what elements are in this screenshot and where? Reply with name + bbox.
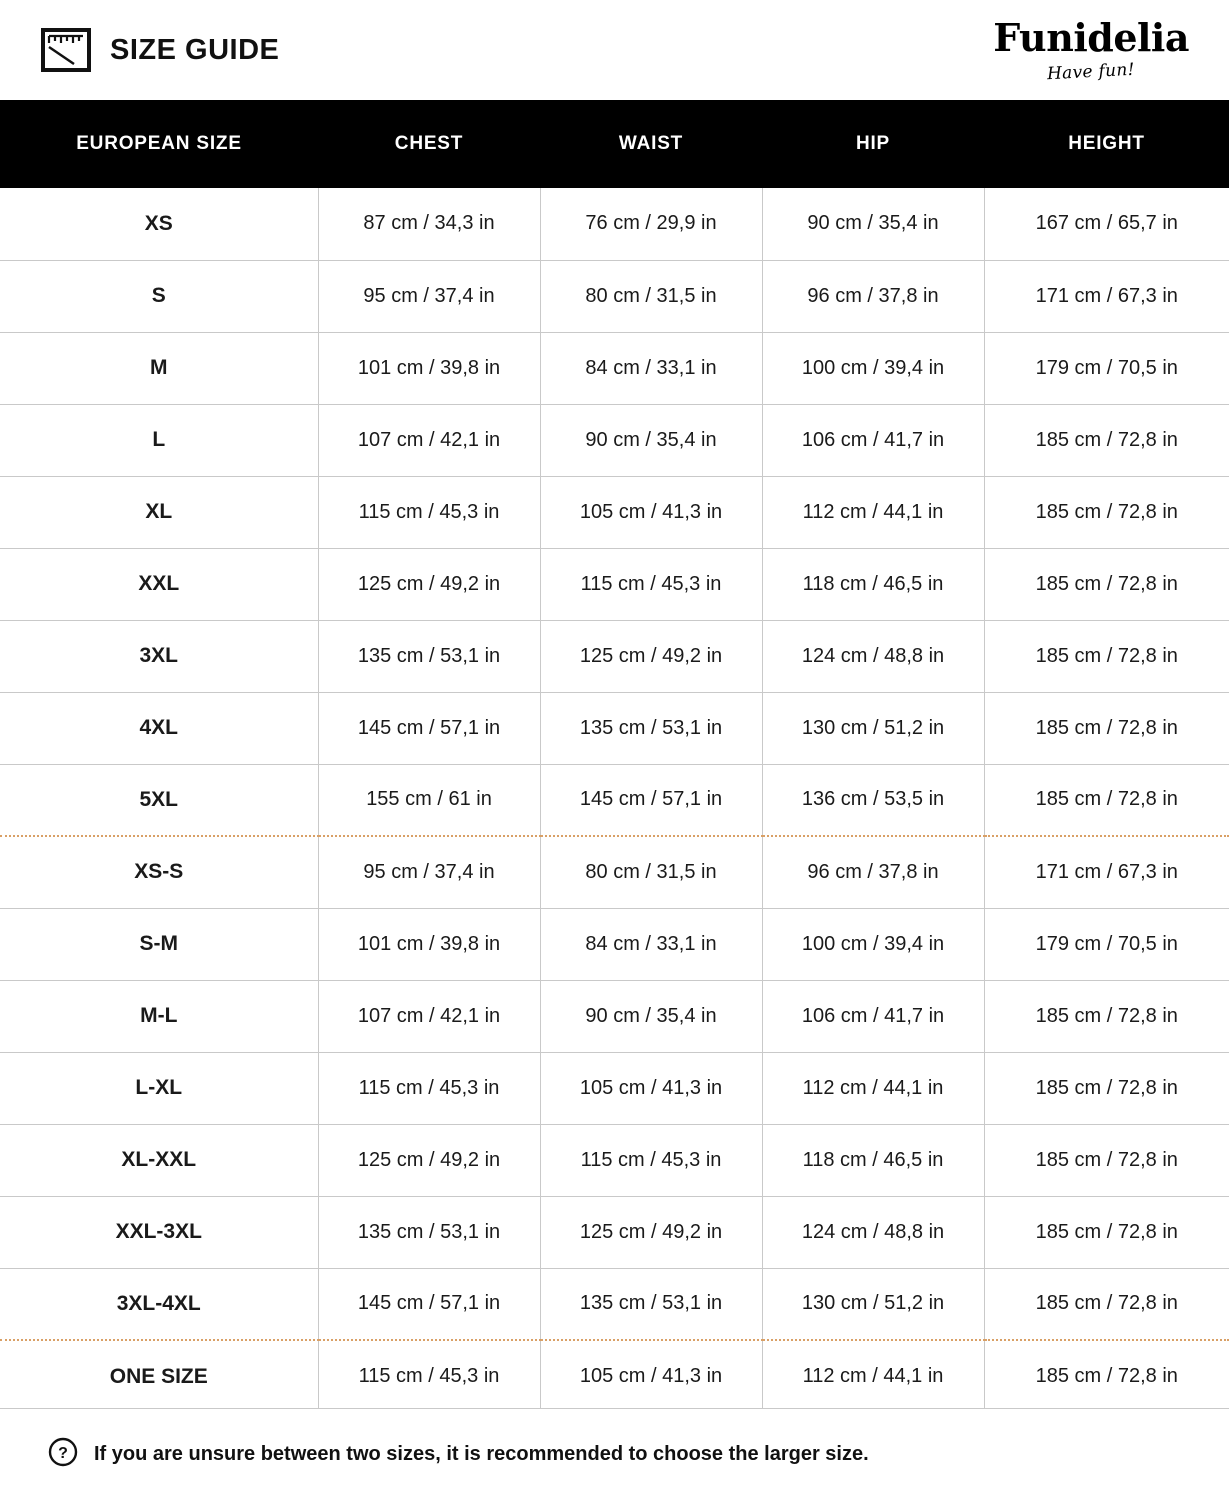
cell-hip: 124 cm / 48,8 in [762,1196,984,1268]
cell-height: 185 cm / 72,8 in [984,692,1229,764]
cell-waist: 145 cm / 57,1 in [540,764,762,836]
cell-waist: 115 cm / 45,3 in [540,548,762,620]
cell-chest: 101 cm / 39,8 in [318,908,540,980]
cell-height: 179 cm / 70,5 in [984,332,1229,404]
cell-waist: 105 cm / 41,3 in [540,476,762,548]
cell-hip: 96 cm / 37,8 in [762,836,984,908]
cell-height: 185 cm / 72,8 in [984,1196,1229,1268]
cell-height: 185 cm / 72,8 in [984,404,1229,476]
column-header-european-size: EUROPEAN SIZE [0,100,318,188]
table-row [0,1196,1229,1268]
cell-european-size: XS-S [0,836,318,908]
cell-chest: 145 cm / 57,1 in [318,692,540,764]
cell-chest: 115 cm / 45,3 in [318,1052,540,1124]
column-header-chest: CHEST [318,100,540,188]
cell-height: 171 cm / 67,3 in [984,836,1229,908]
table-header-row [0,100,1229,188]
cell-european-size: L-XL [0,1052,318,1124]
cell-chest: 125 cm / 49,2 in [318,548,540,620]
cell-hip: 118 cm / 46,5 in [762,548,984,620]
cell-european-size: S [0,260,318,332]
cell-height: 185 cm / 72,8 in [984,1268,1229,1340]
table-row [0,1268,1229,1340]
brand-tagline: Have fun! [1046,59,1136,84]
table-row [0,188,1229,260]
cell-height: 179 cm / 70,5 in [984,908,1229,980]
cell-waist: 76 cm / 29,9 in [540,188,762,260]
cell-european-size: XL-XXL [0,1124,318,1196]
cell-height: 185 cm / 72,8 in [984,764,1229,836]
table-row [0,1124,1229,1196]
table-row [0,620,1229,692]
cell-waist: 135 cm / 53,1 in [540,1268,762,1340]
table-row [0,332,1229,404]
cell-waist: 125 cm / 49,2 in [540,620,762,692]
cell-waist: 125 cm / 49,2 in [540,1196,762,1268]
table-row [0,548,1229,620]
cell-hip: 112 cm / 44,1 in [762,1052,984,1124]
cell-european-size: ONE SIZE [0,1340,318,1408]
cell-european-size: XXL [0,548,318,620]
table-body [0,188,1229,1408]
cell-chest: 107 cm / 42,1 in [318,404,540,476]
cell-european-size: M-L [0,980,318,1052]
cell-european-size: 3XL [0,620,318,692]
footer-note [0,1408,1229,1500]
column-header-waist: WAIST [540,100,762,188]
cell-chest: 125 cm / 49,2 in [318,1124,540,1196]
footer-note-text: If you are unsure between two sizes, it is recommended to choose the larger size. [94,1443,869,1465]
cell-height: 185 cm / 72,8 in [984,476,1229,548]
table-row [0,476,1229,548]
question-mark-icon [48,1437,78,1472]
size-table-wrapper [0,100,1229,1408]
cell-chest: 107 cm / 42,1 in [318,980,540,1052]
cell-hip: 100 cm / 39,4 in [762,908,984,980]
cell-hip: 112 cm / 44,1 in [762,1340,984,1408]
cell-european-size: XXL-3XL [0,1196,318,1268]
cell-european-size: 5XL [0,764,318,836]
cell-hip: 106 cm / 41,7 in [762,404,984,476]
table-row [0,1052,1229,1124]
table-row [0,260,1229,332]
table-row [0,1340,1229,1408]
cell-waist: 84 cm / 33,1 in [540,332,762,404]
cell-waist: 105 cm / 41,3 in [540,1052,762,1124]
cell-chest: 145 cm / 57,1 in [318,1268,540,1340]
page-header [0,0,1229,100]
page-title: SIZE GUIDE [110,33,280,66]
cell-chest: 115 cm / 45,3 in [318,1340,540,1408]
cell-european-size: 4XL [0,692,318,764]
cell-chest: 135 cm / 53,1 in [318,620,540,692]
table-row [0,980,1229,1052]
cell-hip: 100 cm / 39,4 in [762,332,984,404]
table-header [0,100,1229,188]
cell-european-size: M [0,332,318,404]
brand-logo [993,14,1201,84]
header-left [40,27,279,73]
cell-hip: 106 cm / 41,7 in [762,980,984,1052]
table-row [0,692,1229,764]
cell-waist: 105 cm / 41,3 in [540,1340,762,1408]
cell-hip: 136 cm / 53,5 in [762,764,984,836]
cell-hip: 96 cm / 37,8 in [762,260,984,332]
cell-chest: 87 cm / 34,3 in [318,188,540,260]
cell-european-size: XS [0,188,318,260]
table-row [0,404,1229,476]
cell-waist: 135 cm / 53,1 in [540,692,762,764]
cell-hip: 112 cm / 44,1 in [762,476,984,548]
cell-waist: 115 cm / 45,3 in [540,1124,762,1196]
table-row [0,908,1229,980]
cell-chest: 155 cm / 61 in [318,764,540,836]
cell-height: 167 cm / 65,7 in [984,188,1229,260]
column-header-hip: HIP [762,100,984,188]
cell-hip: 90 cm / 35,4 in [762,188,984,260]
size-table [0,100,1229,1408]
cell-hip: 130 cm / 51,2 in [762,1268,984,1340]
cell-height: 185 cm / 72,8 in [984,620,1229,692]
cell-height: 185 cm / 72,8 in [984,980,1229,1052]
cell-european-size: S-M [0,908,318,980]
cell-chest: 135 cm / 53,1 in [318,1196,540,1268]
cell-hip: 130 cm / 51,2 in [762,692,984,764]
cell-height: 171 cm / 67,3 in [984,260,1229,332]
cell-hip: 124 cm / 48,8 in [762,620,984,692]
brand-name: Funidelia [993,14,1189,60]
cell-chest: 95 cm / 37,4 in [318,836,540,908]
cell-height: 185 cm / 72,8 in [984,1340,1229,1408]
table-row [0,836,1229,908]
cell-waist: 84 cm / 33,1 in [540,908,762,980]
cell-waist: 90 cm / 35,4 in [540,404,762,476]
cell-waist: 80 cm / 31,5 in [540,836,762,908]
cell-height: 185 cm / 72,8 in [984,1052,1229,1124]
column-header-height: HEIGHT [984,100,1229,188]
table-row [0,764,1229,836]
cell-european-size: L [0,404,318,476]
cell-height: 185 cm / 72,8 in [984,1124,1229,1196]
svg-text:?: ? [58,1445,68,1462]
cell-chest: 115 cm / 45,3 in [318,476,540,548]
cell-chest: 101 cm / 39,8 in [318,332,540,404]
cell-waist: 80 cm / 31,5 in [540,260,762,332]
cell-european-size: 3XL-4XL [0,1268,318,1340]
cell-waist: 90 cm / 35,4 in [540,980,762,1052]
cell-chest: 95 cm / 37,4 in [318,260,540,332]
cell-european-size: XL [0,476,318,548]
cell-hip: 118 cm / 46,5 in [762,1124,984,1196]
cell-height: 185 cm / 72,8 in [984,548,1229,620]
ruler-icon [40,27,92,73]
